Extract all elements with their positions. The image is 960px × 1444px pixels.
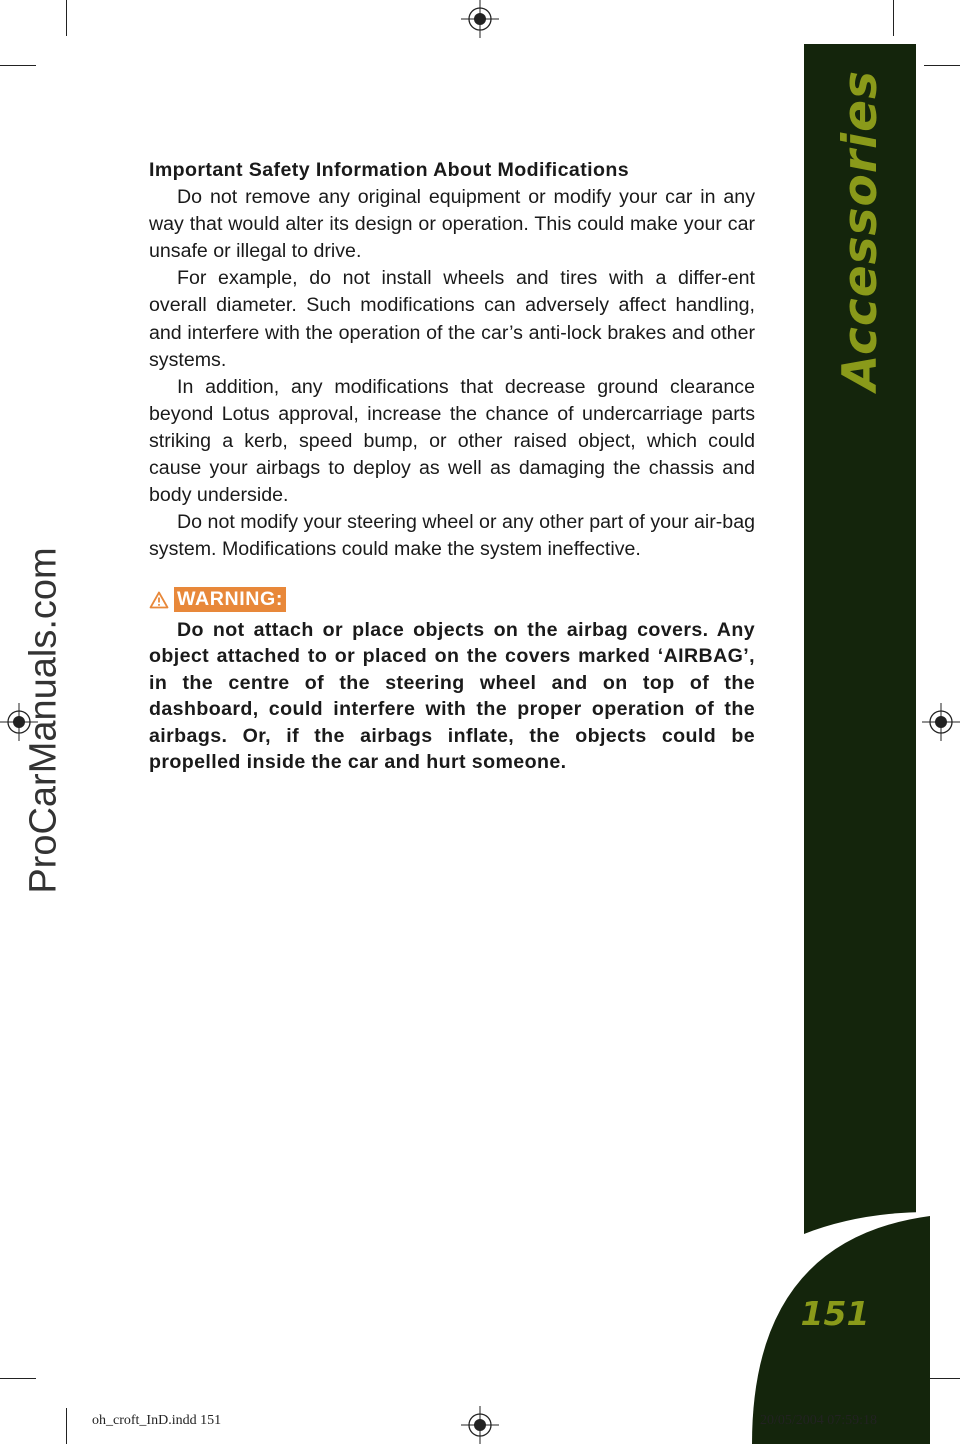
warning-text: Do not attach or place objects on the airbag covers. Any object attached to or placed on the covers marked ‘AIRBAG’, in the centre of the steering wheel and on top of the dashboard, could interfere with the proper operation of the airbags. Or, if the airbags inflate, the objects could be propelled inside the car and hurt someone. xyxy=(149,619,755,774)
paragraph: Do not remove any original equipment or modify your car in any way that would alter its design or operation. This could make your car unsafe or illegal to drive. xyxy=(149,186,755,263)
watermark-text: ProCarManuals.com xyxy=(22,546,65,894)
watermark xyxy=(14,545,74,895)
warning-triangle-icon xyxy=(149,591,169,609)
page-number: 151 xyxy=(800,1294,870,1333)
paragraph: For example, do not install wheels and tires with a differ-ent overall diameter. Such modifications can adversely affect handling, and interfere with the operation of the car’s anti-lock brakes and other systems. xyxy=(149,267,755,371)
page-content xyxy=(149,157,755,775)
paragraph: In addition, any modifications that decrease ground clearance beyond Lotus approval, increase the chance of undercarriage parts striking a kerb, speed bump, or other raised object, which could cause your airbags to deploy as well as damaging the chassis and body underside. xyxy=(149,375,755,507)
slug-file: oh_croft_InD.indd 151 xyxy=(92,1413,222,1428)
paragraph: Do not modify your steering wheel or any other part of your air-bag system. Modifications could make the system ineffective. xyxy=(149,511,755,561)
warning-label xyxy=(145,586,290,613)
section-title-text: Accessories xyxy=(832,69,888,391)
warning-block xyxy=(149,586,755,775)
slug-datetime: 20/05/2004 07:59:18 xyxy=(760,1413,878,1428)
section-heading: Important Safety Information About Modifications xyxy=(149,159,630,181)
warning-label-text: WARNING: xyxy=(174,587,286,612)
